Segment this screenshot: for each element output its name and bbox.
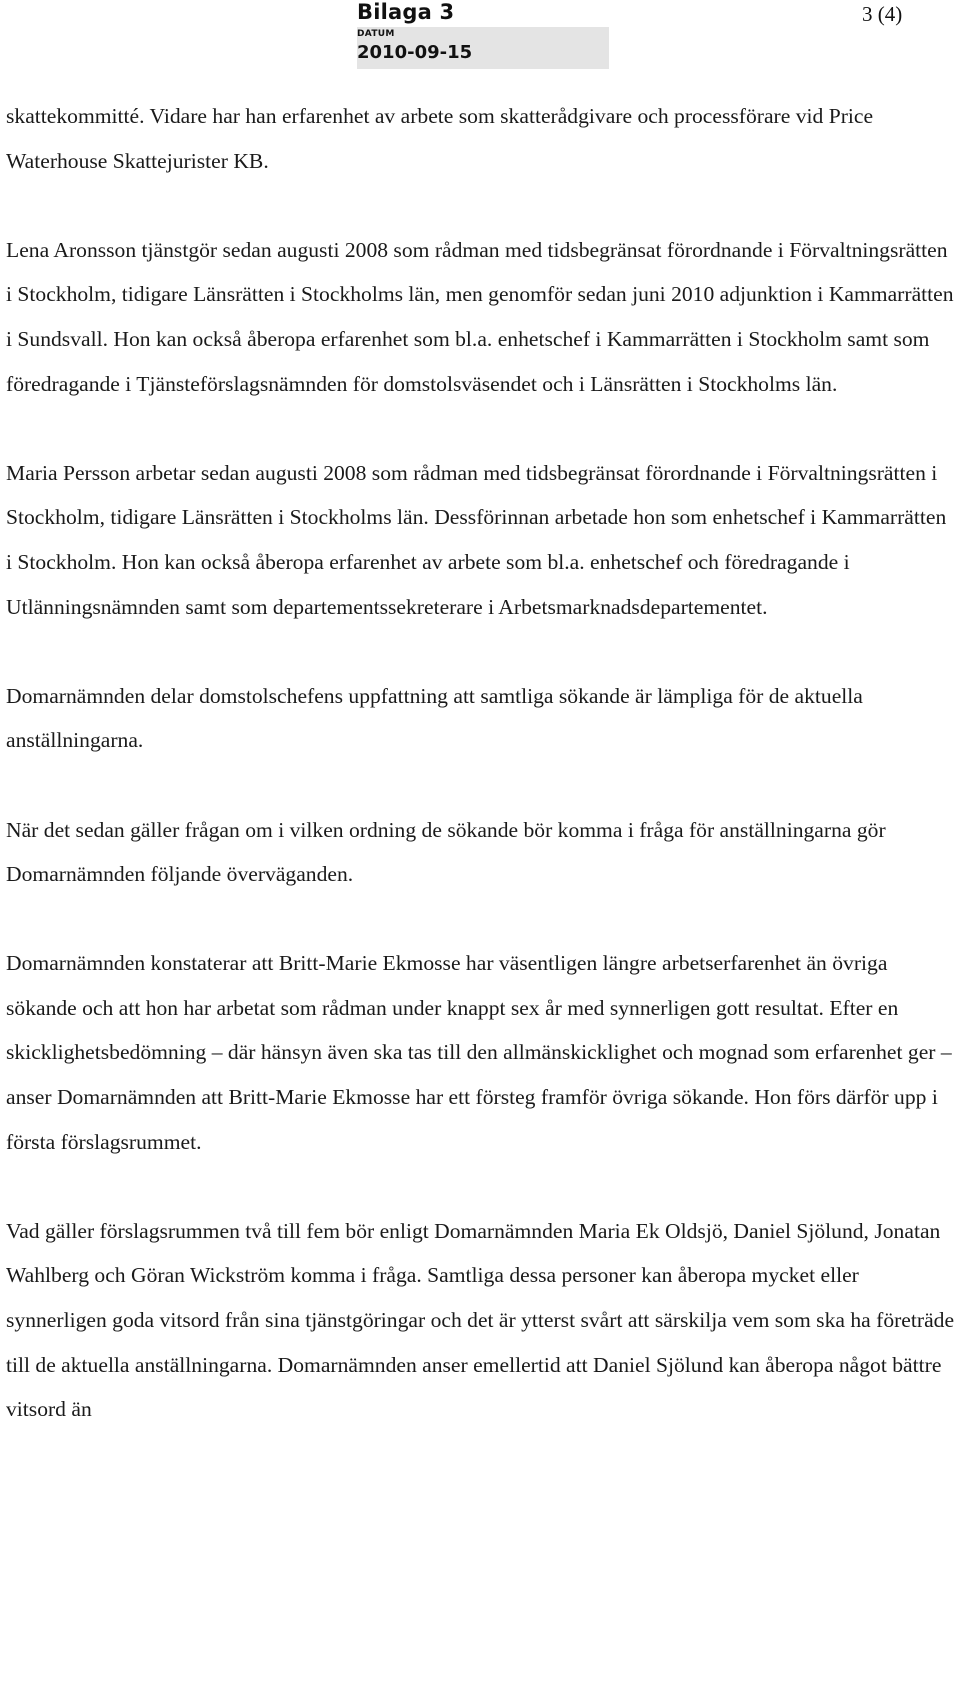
date-value: 2010-09-15	[357, 42, 473, 63]
paragraph: När det sedan gäller frågan om i vilken ordning de sökande bör komma i fråga för anställningarna gör Domarnämnden följande överväganden.	[6, 817, 886, 887]
paragraph: Vad gäller förslagsrummen två till fem bör enligt Domarnämnden Maria Ek Oldsjö, Daniel Sjölund, Jonatan Wahlberg och Göran Wickström komma i fråga. Samtliga dessa personer kan åberopa mycket eller synnerligen goda vitsord från sina tjänstgöringar och det är ytterst svårt att särskilja vem som ska ha företräde till de aktuella anställningarna. Domarnämnden anser emellertid att Daniel Sjölund kan åberopa något bättre vitsord än	[6, 1218, 955, 1422]
paragraph: Domarnämnden delar domstolschefens uppfattning att samtliga sökande är lämpliga för de aktuella anställningarna.	[6, 683, 863, 753]
paragraph: Domarnämnden konstaterar att Britt-Marie Ekmosse har väsentligen längre arbetserfarenhet än övriga sökande och att hon har arbetat som rådman under knappt sex år med synnerligen gott resultat. Efter en skicklighetsbedömning – där hänsyn även ska tas till den allmänskicklighet och mognad som erfarenhet ger – anser Domarnämnden att Britt-Marie Ekmosse har ett försteg framför övriga sökande. Hon förs därför upp i första förslagsrummet.	[6, 951, 952, 1154]
paragraph: Lena Aronsson tjänstgör sedan augusti 2008 som rådman med tidsbegränsat förordnande i Förvaltningsrätten i Stockholm, tidigare Länsrätten i Stockholms län, men genomför sedan juni 2010 adjunktion i Kammarrätten i Sundsvall. Hon kan också åberopa erfarenhet som bl.a. enhetschef i Kammarrätten i Stockholm samt som föredragande i Tjänsteförslagsnämnden för domstolsväsendet och i Länsrätten i Stockholms län.	[6, 237, 954, 396]
page-number: 3 (4)	[862, 2, 903, 26]
date-label: DATUM	[357, 29, 395, 39]
document-title: Bilaga 3	[357, 0, 455, 24]
document-header	[0, 0, 960, 72]
paragraph: skattekommitté. Vidare har han erfarenhet av arbete som skatterådgivare och processförare vid Price Waterhouse Skattejurister KB.	[6, 104, 874, 173]
paragraph: Maria Persson arbetar sedan augusti 2008 som rådman med tidsbegränsat förordnande i Förvaltningsrätten i Stockholm, tidigare Länsrätten i Stockholms län. Dessförinnan arbetade hon som enhetschef i Kammarrätten i Stockholm. Hon kan också åberopa erfarenhet av arbete som bl.a. enhetschef och föredragande i Utlänningsnämnden samt som departementssekreterare i Arbetsmarknadsdepartementet.	[6, 460, 947, 619]
document-body	[6, 94, 956, 1432]
